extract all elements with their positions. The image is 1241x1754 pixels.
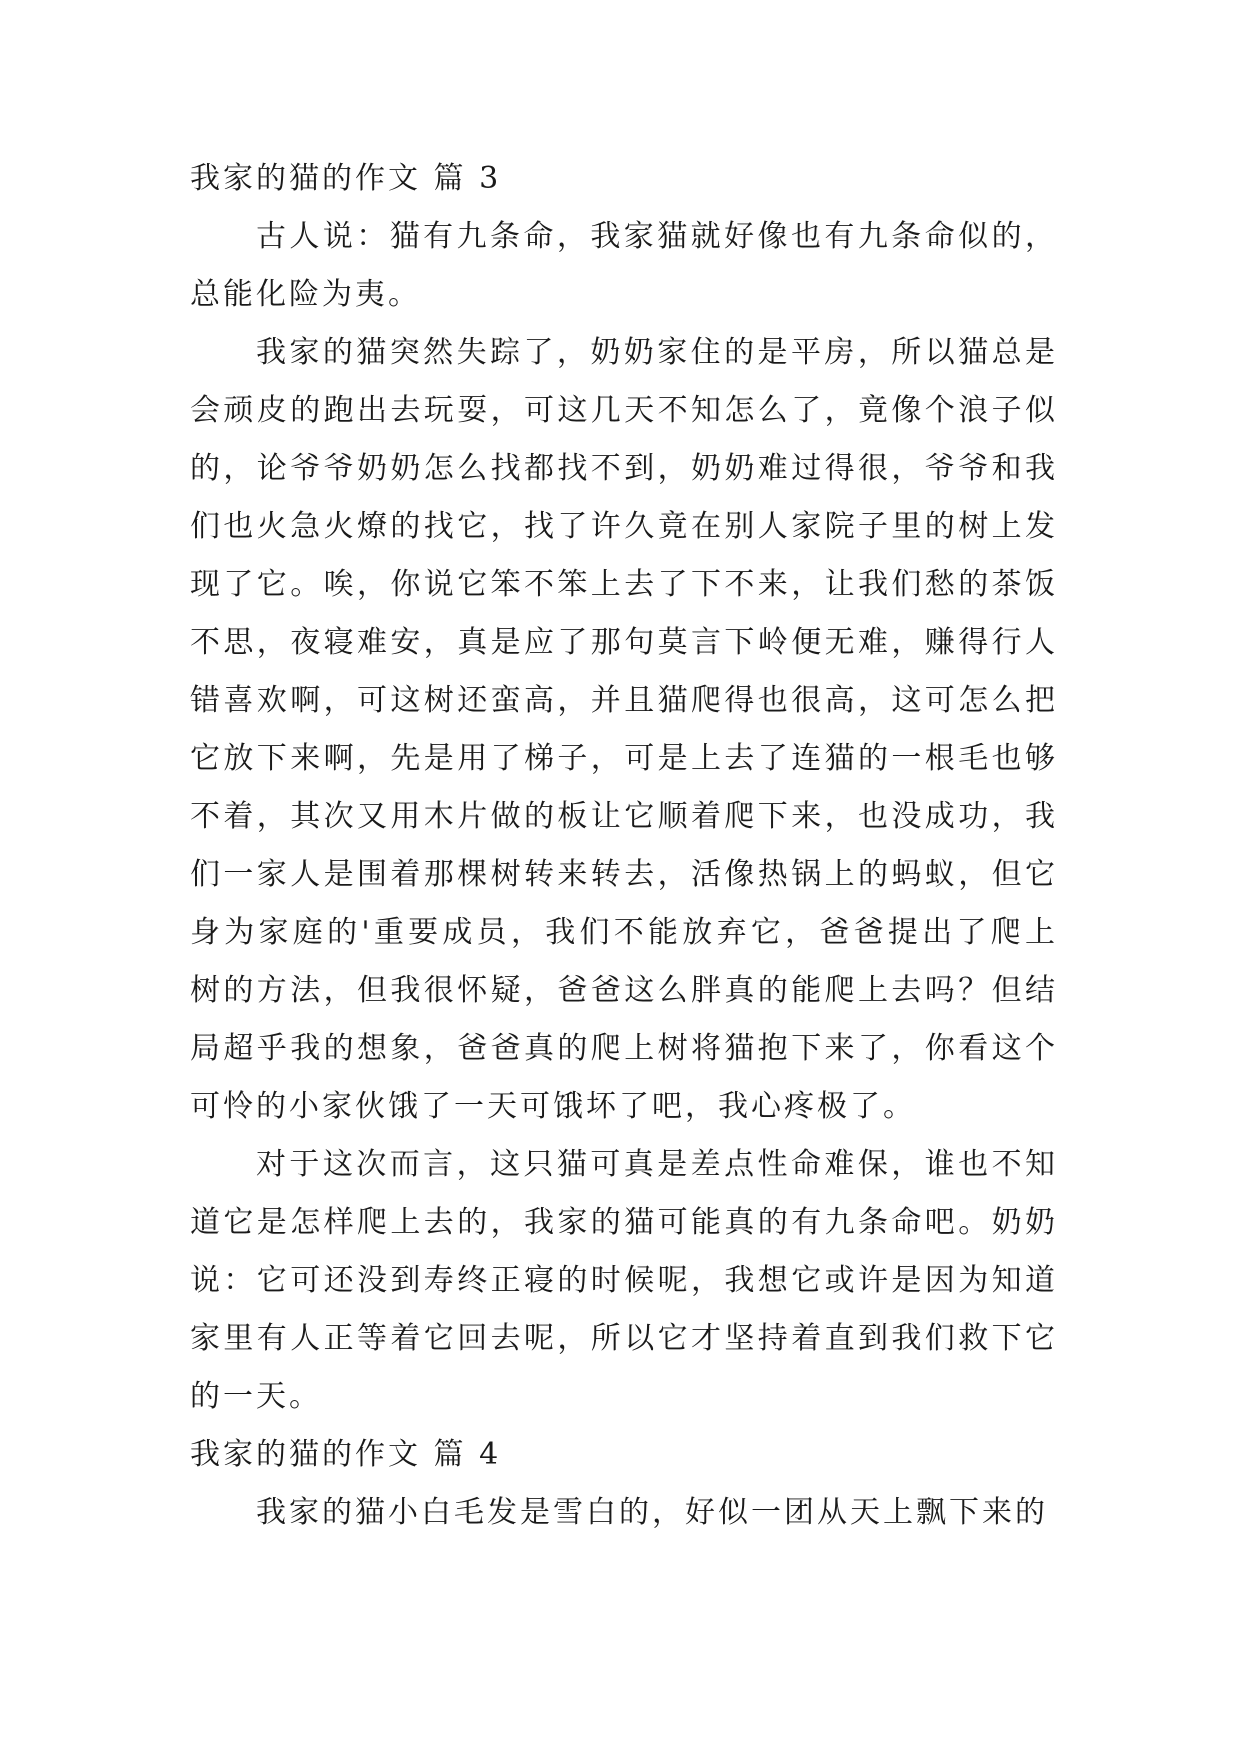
section-title: 我家的猫的作文 篇 3 — [190, 161, 502, 196]
section-title: 我家的猫的作文 篇 4 — [190, 1437, 502, 1472]
paragraph: 我家的猫小白毛发是雪白的，好似一团从天上飘下来的 — [256, 1495, 1048, 1530]
paragraph: 古人说：猫有九条命，我家猫就好像也有九条命似的，总能化险为夷。 — [190, 219, 1058, 312]
paragraph: 对于这次而言，这只猫可真是差点性命难保，谁也不知道它是怎样爬上去的，我家的猫可能真的有九条命吧。奶奶说：它可还没到寿终正寝的时候呢，我想它或许是因为知道家里有人正等着它回去呢，所以它才坚持着直到我们救下它的一天。 — [190, 1147, 1058, 1414]
paragraph: 我家的猫突然失踪了，奶奶家住的是平房，所以猫总是会顽皮的跑出去玩耍，可这几天不知怎么了，竟像个浪子似的，论爷爷奶奶怎么找都找不到，奶奶难过得很，爷爷和我们也火急火燎的找它，找了许久竟在别人家院子里的树上发现了它。唉，你说它笨不笨上去了下不来，让我们愁的茶饭不思，夜寝难安，真是应了那句莫言下岭便无难，赚得行人错喜欢啊，可这树还蛮高，并且猫爬得也很高，这可怎么把它放下来啊，先是用了梯子，可是上去了连猫的一根毛也够不着，其次又用木片做的板让它顺着爬下来，也没成功，我们一家人是围着那棵树转来转去，活像热锅上的蚂蚁，但它身为家庭的'重要成员，我们不能放弃它，爸爸提出了爬上树的方法，但我很怀疑，爸爸这么胖真的能爬上去吗？但结局超乎我的想象，爸爸真的爬上树将猫抱下来了，你看这个可怜的小家伙饿了一天可饿坏了吧，我心疼极了。 — [190, 335, 1058, 1124]
document-page — [190, 150, 1058, 1542]
